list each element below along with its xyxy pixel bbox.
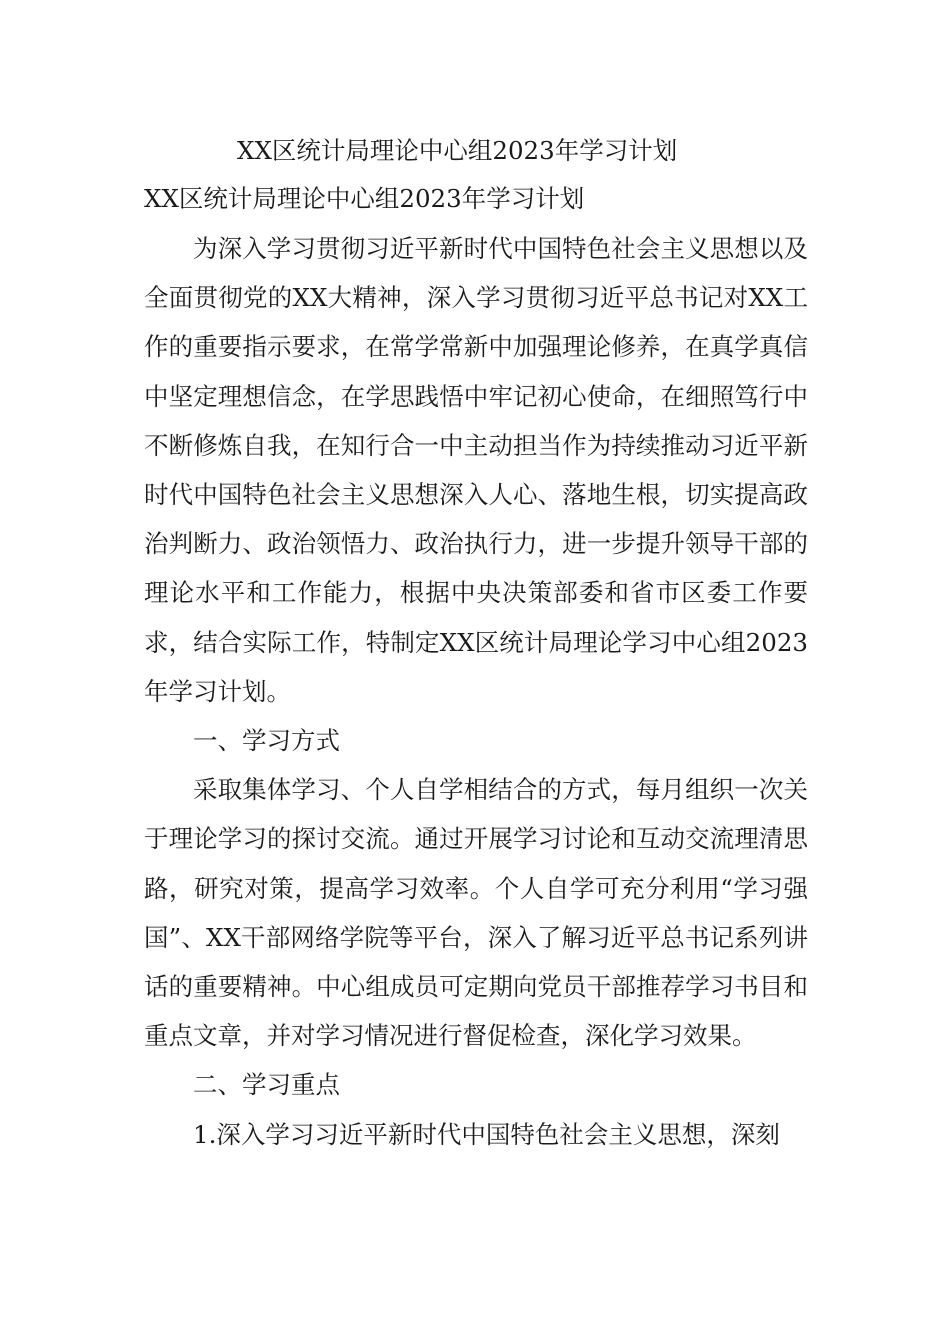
intro-paragraph: 为深入学习贯彻习近平新时代中国特色社会主义思想以及全面贯彻党的XX大精神，深入学习贯彻习近平总书记对XX工作的重要指示要求，在常学常新中加强理论修养，在真学真信中坚定理想信念，在学思践悟中牢记初心使命，在细照笃行中不断修炼自我，在知行合一中主动担当作为持续推动习近平新时代中国特色社会主义思想深入人心、落地生根，切实提高政治判断力、政治领悟力、政治执行力，进一步提升领导干部的理论水平和工作能力，根据中央决策部委和省市区委工作要求，结合实际工作，特制定XX区统计局理论学习中心组2023年学习计划。	[144, 234, 808, 706]
document-page	[144, 128, 808, 1159]
document-title: XX区统计局理论中心组2023年学习计划	[237, 136, 678, 165]
study-method-paragraph: 采取集体学习、个人自学相结合的方式，每月组织一次关于理论学习的探讨交流。通过开展学习讨论和互动交流理清思路，研究对策，提高学习效率。个人自学可充分利用“学习强国”、XX干部网络学院等平台，深入了解习近平总书记系列讲话的重要精神。中心组成员可定期向党员干部推荐学习书目和重点文章，并对学习情况进行督促检查，深化学习效果。	[144, 775, 808, 1051]
document-subtitle: XX区统计局理论中心组2023年学习计划	[144, 184, 585, 213]
study-focus-item-1: 1.深入学习习近平新时代中国特色社会主义思想，深刻	[193, 1119, 780, 1149]
section-heading-study-method: 一、学习方式	[193, 726, 340, 756]
section-heading-study-focus: 二、学习重点	[193, 1070, 340, 1100]
